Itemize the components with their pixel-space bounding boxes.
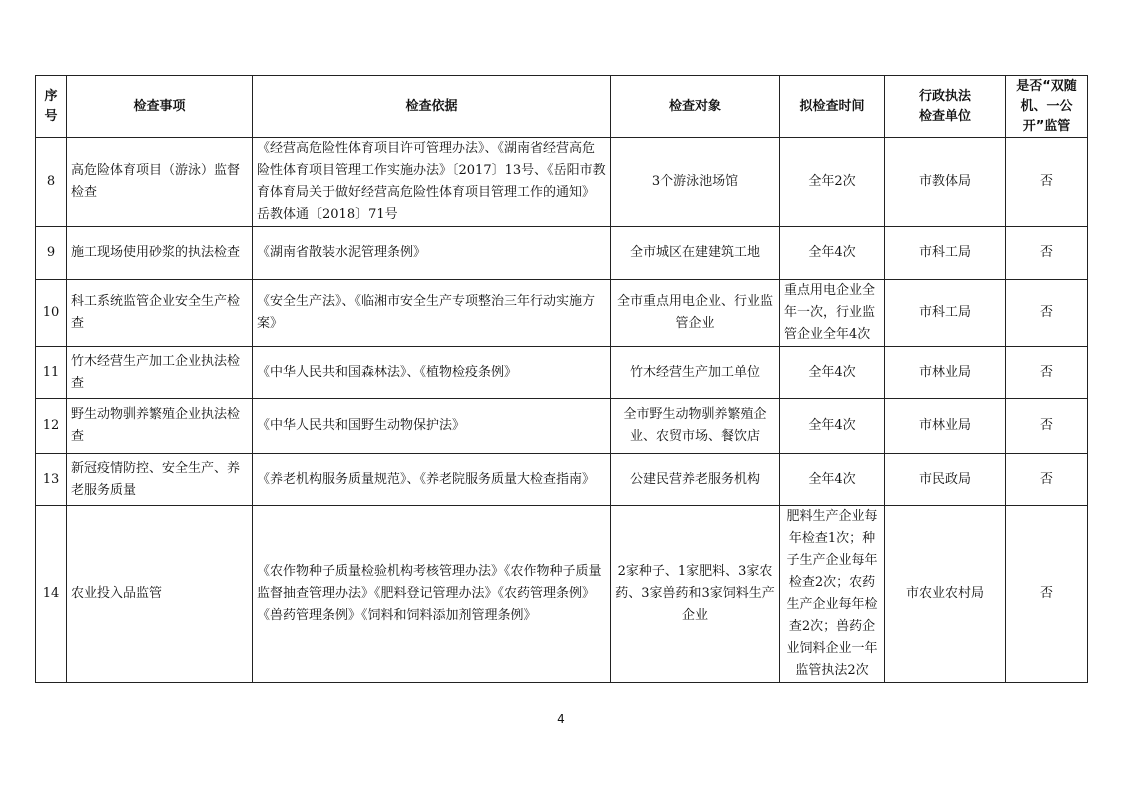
cell-time: 重点用电企业全年一次，行业监管企业全年4次 — [780, 280, 885, 347]
table-row — [36, 138, 1088, 227]
table-row — [36, 227, 1088, 280]
cell-seq: 11 — [36, 347, 67, 399]
cell-basis: 《湖南省散装水泥管理条例》 — [253, 227, 611, 280]
table-row — [36, 347, 1088, 399]
cell-seq: 9 — [36, 227, 67, 280]
cell-unit: 市科工局 — [885, 280, 1006, 347]
cell-unit: 市科工局 — [885, 227, 1006, 280]
page-number: 4 — [557, 712, 565, 726]
cell-target: 3个游泳池场馆 — [611, 138, 780, 227]
cell-item: 新冠疫情防控、安全生产、养老服务质量 — [67, 454, 253, 506]
cell-unit: 市农业农村局 — [885, 506, 1006, 683]
cell-time: 全年4次 — [780, 227, 885, 280]
cell-seq: 12 — [36, 399, 67, 454]
header-basis: 检查依据 — [253, 76, 611, 138]
cell-seq: 10 — [36, 280, 67, 347]
header-item: 检查事项 — [67, 76, 253, 138]
header-row — [36, 76, 1088, 138]
cell-unit: 市教体局 — [885, 138, 1006, 227]
cell-unit: 市林业局 — [885, 347, 1006, 399]
cell-seq: 8 — [36, 138, 67, 227]
cell-item: 农业投入品监管 — [67, 506, 253, 683]
cell-time: 肥料生产企业每年检查1次；种子生产企业每年检查2次；农药生产企业每年检查2次；兽药企业饲料企业一年监管执法2次 — [780, 506, 885, 683]
cell-basis: 《安全生产法》、《临湘市安全生产专项整治三年行动实施方案》 — [253, 280, 611, 347]
header-random: 是否“双随机、一公开”监管 — [1006, 76, 1088, 138]
cell-random: 否 — [1006, 506, 1088, 683]
cell-target: 全市野生动物驯养繁殖企业、农贸市场、餐饮店 — [611, 399, 780, 454]
cell-item: 科工系统监管企业安全生产检查 — [67, 280, 253, 347]
cell-target: 2家种子、1家肥料、3家农药、3家兽药和3家饲料生产企业 — [611, 506, 780, 683]
cell-time: 全年2次 — [780, 138, 885, 227]
table-row — [36, 506, 1088, 683]
cell-basis: 《中华人民共和国野生动物保护法》 — [253, 399, 611, 454]
header-time: 拟检查时间 — [780, 76, 885, 138]
cell-unit: 市林业局 — [885, 399, 1006, 454]
header-seq: 序号 — [36, 76, 67, 138]
cell-unit: 市民政局 — [885, 454, 1006, 506]
cell-seq: 13 — [36, 454, 67, 506]
cell-item: 竹木经营生产加工企业执法检查 — [67, 347, 253, 399]
cell-random: 否 — [1006, 454, 1088, 506]
table-row — [36, 280, 1088, 347]
header-unit: 行政执法检查单位 — [885, 76, 1006, 138]
cell-target: 全市重点用电企业、行业监管企业 — [611, 280, 780, 347]
cell-time: 全年4次 — [780, 347, 885, 399]
inspection-table — [35, 75, 1088, 683]
table-row — [36, 454, 1088, 506]
cell-basis: 《中华人民共和国森林法》、《植物检疫条例》 — [253, 347, 611, 399]
cell-item: 高危险体育项目（游泳）监督检查 — [67, 138, 253, 227]
cell-basis: 《经营高危险性体育项目许可管理办法》、《湖南省经营高危险性体育项目管理工作实施办法》〔2017〕13号、《岳阳市教育体育局关于做好经营高危险性体育项目管理工作的通知》岳教体通〔2018〕71号 — [253, 138, 611, 227]
cell-item: 施工现场使用砂浆的执法检查 — [67, 227, 253, 280]
cell-basis: 《养老机构服务质量规范》、《养老院服务质量大检查指南》 — [253, 454, 611, 506]
cell-random: 否 — [1006, 227, 1088, 280]
cell-target: 全市城区在建建筑工地 — [611, 227, 780, 280]
cell-target: 公建民营养老服务机构 — [611, 454, 780, 506]
cell-random: 否 — [1006, 399, 1088, 454]
cell-target: 竹木经营生产加工单位 — [611, 347, 780, 399]
cell-time: 全年4次 — [780, 454, 885, 506]
cell-seq: 14 — [36, 506, 67, 683]
cell-basis: 《农作物种子质量检验机构考核管理办法》《农作物种子质量监督抽查管理办法》《肥料登记管理办法》《农药管理条例》《兽药管理条例》《饲料和饲料添加剂管理条例》 — [253, 506, 611, 683]
cell-random: 否 — [1006, 347, 1088, 399]
header-target: 检查对象 — [611, 76, 780, 138]
cell-random: 否 — [1006, 280, 1088, 347]
table-row — [36, 399, 1088, 454]
cell-item: 野生动物驯养繁殖企业执法检查 — [67, 399, 253, 454]
cell-time: 全年4次 — [780, 399, 885, 454]
cell-random: 否 — [1006, 138, 1088, 227]
